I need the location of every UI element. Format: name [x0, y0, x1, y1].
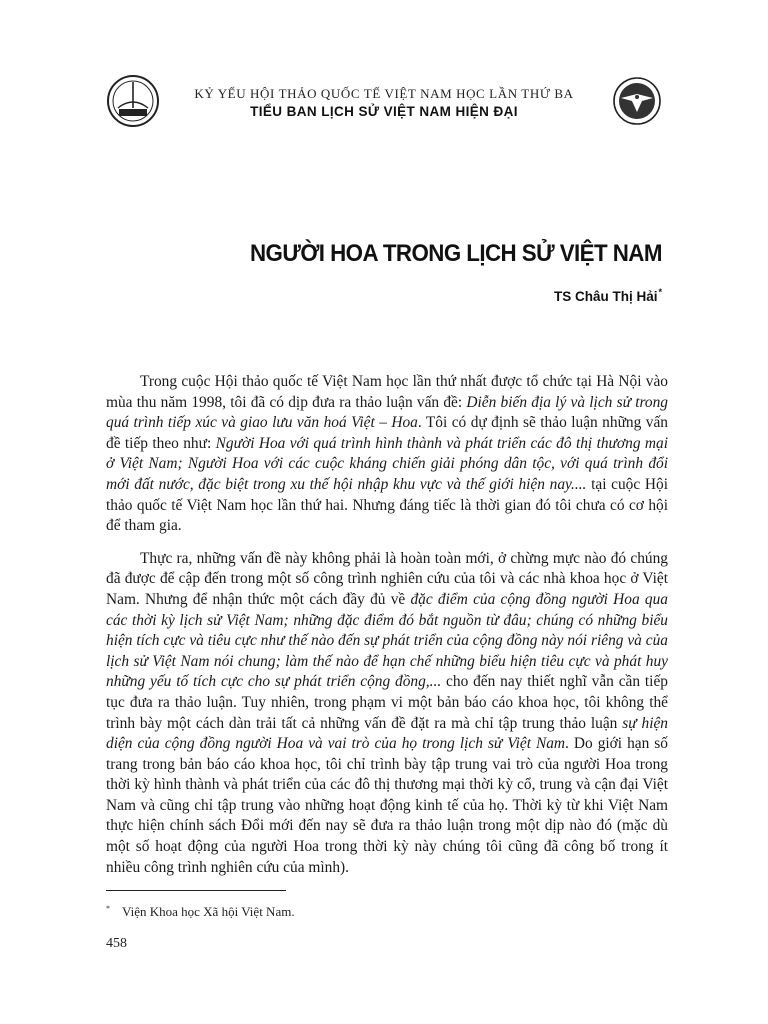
footnote-text: Viện Khoa học Xã hội Việt Nam.: [122, 904, 295, 919]
author-footnote-mark: *: [658, 287, 662, 297]
text-run-italic: sự hiện diện của cộng đồng người Hoa và vai trò của họ trong lịch sử Việt Nam: [106, 714, 669, 753]
footnote: [106, 904, 295, 920]
article-body: [106, 372, 668, 890]
text-run: tại cuộc Hội thảo quốc tế Việt Nam học lần thứ hai. Nhưng đáng tiếc là thời gian đó tôi chưa có cơ hội để tham gia.: [106, 475, 668, 535]
paragraph: [106, 372, 668, 537]
text-run: Thực ra, những vấn đề này không phải là hoàn toàn mới, ở chừng mực nào đó chúng đã được để cập đến trong một số công trình nghiên cứu của tôi và các nhà khoa học ở Việt Nam. Nhưng để nhận thức một cách đầy đủ về: [106, 549, 668, 608]
conference-emblem-icon: [106, 74, 160, 128]
bird-emblem-icon: [612, 76, 662, 126]
text-run: . Do giới hạn số trang trong bản báo cáo khoa học, tôi chỉ trình bày tập trung vai trò của người Hoa trong thời kỳ hình thành và phát triển của các đô thị thương mại thời kỳ cổ, trung và cận đại Việt Nam và cũng chỉ tập trung vào những hoạt động kinh tế của họ. Thời kỳ từ khi Việt Nam thực hiện chính sách Đổi mới đến nay sẽ đưa ra thảo luận trong một dịp nào đó (mặc dù một số hoạt động của người Hoa trong thời kỳ này chúng tôi cũng đã công bố trong ít nhiều công trình nghiên cứu của mình).: [106, 735, 668, 876]
page-number: 458: [106, 936, 127, 951]
page-header: [106, 74, 662, 134]
article-title: NGƯỜI HOA TRONG LỊCH SỬ VIỆT NAM: [250, 240, 662, 267]
text-run-italic: Diễn biến địa lý và lịch sử trong quá trình tiếp xúc và giao lưu văn hoá Việt – Hoa: [106, 393, 668, 432]
text-run-italic: Người Hoa với quá trình hình thành và phát triển các đô thị thương mại ở Việt Nam; Người Hoa với các cuộc kháng chiến giải phóng dân tộc, với quá trình đổi mới đất nước, đặc biệt trong xu thế hội nhập khu vực và thế giới hiện nay....: [106, 434, 668, 493]
text-run: . Tôi có dự định sẽ thảo luận những vấn đề tiếp theo như:: [106, 414, 668, 452]
text-run: cho đến nay thiết nghĩ vẫn cần tiếp tục đưa ra thảo luận. Tuy nhiên, trong phạm vi một bản báo cáo khoa học, tôi không thể trình bày một cách dàn trải tất cả những vấn đề đặt ra mà chỉ tập trung thảo luận: [106, 673, 668, 732]
conference-title: KỶ YẾU HỘI THẢO QUỐC TẾ VIỆT NAM HỌC LẦN THỨ BA: [194, 86, 574, 101]
text-run-italic: đặc điểm của cộng đồng người Hoa qua các thời kỳ lịch sử Việt Nam; những đặc điểm đó bắt nguồn từ đâu; chúng có những biểu hiện tích cực và tiêu cực như thế nào đến sự phát triển của cộng đồng này nói riêng và của lịch sử Việt Nam nói chung; làm thế nào để hạn chế những biểu hiện tiêu cực và phát huy những yếu tố tích cực cho sự phát triển cộng đồng,...: [106, 590, 668, 691]
author-name: TS Châu Thị Hải: [553, 289, 658, 304]
session-title: TIỂU BAN LỊCH SỬ VIỆT NAM HIỆN ĐẠI: [250, 104, 518, 119]
footnote-mark: *: [106, 904, 110, 913]
header-text: [166, 86, 602, 119]
text-run: Trong cuộc Hội thảo quốc tế Việt Nam học lần thứ nhất được tổ chức tại Hà Nội vào mùa thu năm 1998, tôi đã có dịp đưa ra thảo luận vấn đề:: [106, 373, 668, 411]
paragraph: [106, 549, 668, 879]
footnote-divider: [106, 890, 286, 891]
author-line: [554, 287, 662, 304]
